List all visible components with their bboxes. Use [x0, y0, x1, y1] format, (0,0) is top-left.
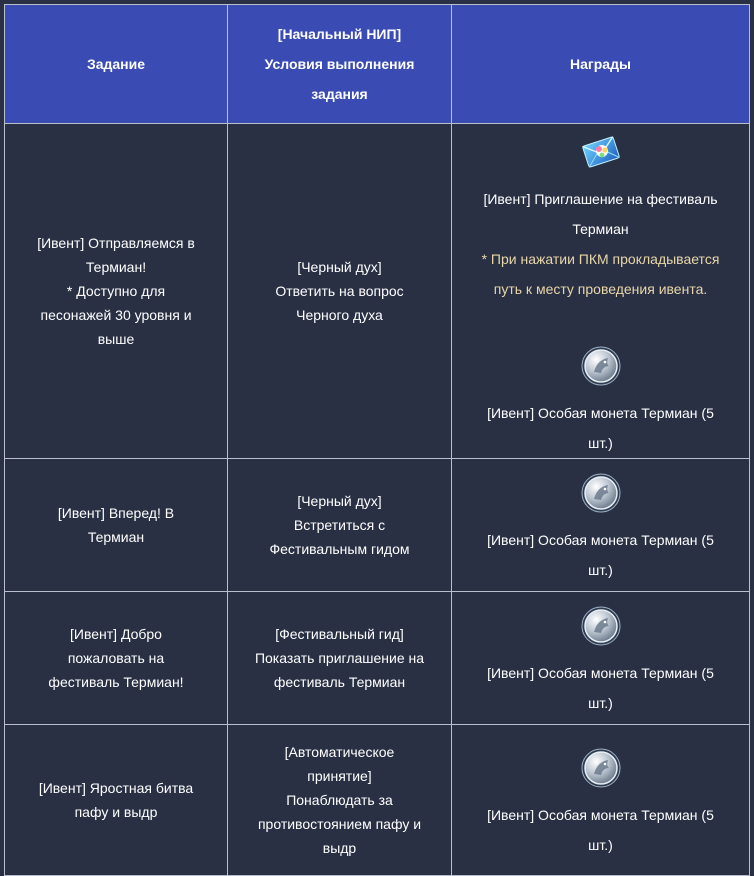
- table-row: [5, 592, 750, 725]
- table-row: [5, 459, 750, 592]
- reward-cell: [452, 725, 750, 876]
- quest-cell: [5, 124, 228, 459]
- condition-text: принятие]: [307, 768, 372, 784]
- reward-cell: [452, 459, 750, 592]
- quest-text: песонажей 30 уровня и: [40, 307, 192, 323]
- header-quest: Задание: [5, 5, 228, 124]
- condition-cell: [228, 124, 452, 459]
- condition-cell: [228, 725, 452, 876]
- reward-name: [Ивент] Особая монета Термиан (5: [487, 807, 714, 823]
- coin-icon[interactable]: [579, 471, 623, 515]
- quest-text: выше: [97, 331, 135, 347]
- table-row: [5, 725, 750, 876]
- quest-text: пожаловать на: [67, 650, 165, 666]
- header-conditions: [228, 5, 452, 124]
- condition-text: Понаблюдать за: [286, 792, 393, 808]
- condition-text: выдр: [322, 840, 357, 856]
- condition-text: Встретиться с: [293, 517, 386, 533]
- condition-text: [Автоматическое: [284, 744, 395, 760]
- condition-cell: [228, 592, 452, 725]
- reward-name: [Ивент] Особая монета Термиан (5: [487, 532, 714, 548]
- reward-name: шт.): [588, 695, 613, 711]
- condition-text: фестиваль Термиан: [273, 674, 406, 690]
- condition-text: Показать приглашение на: [254, 650, 425, 666]
- quest-text: Термиан: [87, 529, 145, 545]
- coin-icon[interactable]: [579, 344, 623, 388]
- reward-name: шт.): [588, 562, 613, 578]
- quest-table: [4, 4, 750, 876]
- table-header-row: [5, 5, 750, 124]
- coin-icon[interactable]: [579, 746, 623, 790]
- reward-note: * При нажатии ПКМ прокладывается: [481, 251, 720, 267]
- invitation-letter-icon[interactable]: [579, 130, 623, 174]
- reward-name: шт.): [588, 837, 613, 853]
- quest-cell: [5, 459, 228, 592]
- quest-cell: [5, 725, 228, 876]
- quest-text: * Доступно для: [66, 283, 166, 299]
- quest-text: фестиваль Термиан!: [48, 674, 184, 690]
- header-conditions-line: задания: [311, 86, 368, 102]
- condition-text: Ответить на вопрос: [275, 283, 404, 299]
- quest-text: [Ивент] Отправляемся в: [37, 235, 195, 251]
- quest-text: [Ивент] Добро: [70, 626, 162, 642]
- reward-name: [Ивент] Приглашение на фестиваль: [483, 191, 718, 207]
- reward-name: [Ивент] Особая монета Термиан (5: [487, 405, 714, 421]
- condition-text: противостоянием пафу и: [257, 816, 422, 832]
- condition-text: [Черный дух]: [297, 493, 382, 509]
- quest-text: пафу и выдр: [74, 804, 158, 820]
- header-rewards: Награды: [452, 5, 750, 124]
- reward-cell: [452, 592, 750, 725]
- coin-icon[interactable]: [579, 604, 623, 648]
- reward-cell: [452, 124, 750, 459]
- reward-name: шт.): [588, 435, 613, 451]
- reward-note: путь к месту проведения ивента.: [493, 281, 708, 297]
- condition-text: [Фестивальный гид]: [275, 626, 404, 642]
- quest-text: [Ивент] Яростная битва: [38, 780, 194, 796]
- condition-text: [Черный дух]: [297, 259, 382, 275]
- header-conditions-line: Условия выполнения: [264, 56, 415, 72]
- quest-text: [Ивент] Вперед! В: [57, 505, 175, 521]
- quest-text: Термиан!: [85, 259, 147, 275]
- reward-name: Термиан: [572, 221, 629, 237]
- header-conditions-line: [Начальный НИП]: [277, 26, 402, 42]
- table-row: [5, 124, 750, 459]
- condition-text: Фестивальным гидом: [269, 541, 410, 557]
- condition-cell: [228, 459, 452, 592]
- reward-name: [Ивент] Особая монета Термиан (5: [487, 665, 714, 681]
- condition-text: Черного духа: [296, 307, 383, 323]
- quest-cell: [5, 592, 228, 725]
